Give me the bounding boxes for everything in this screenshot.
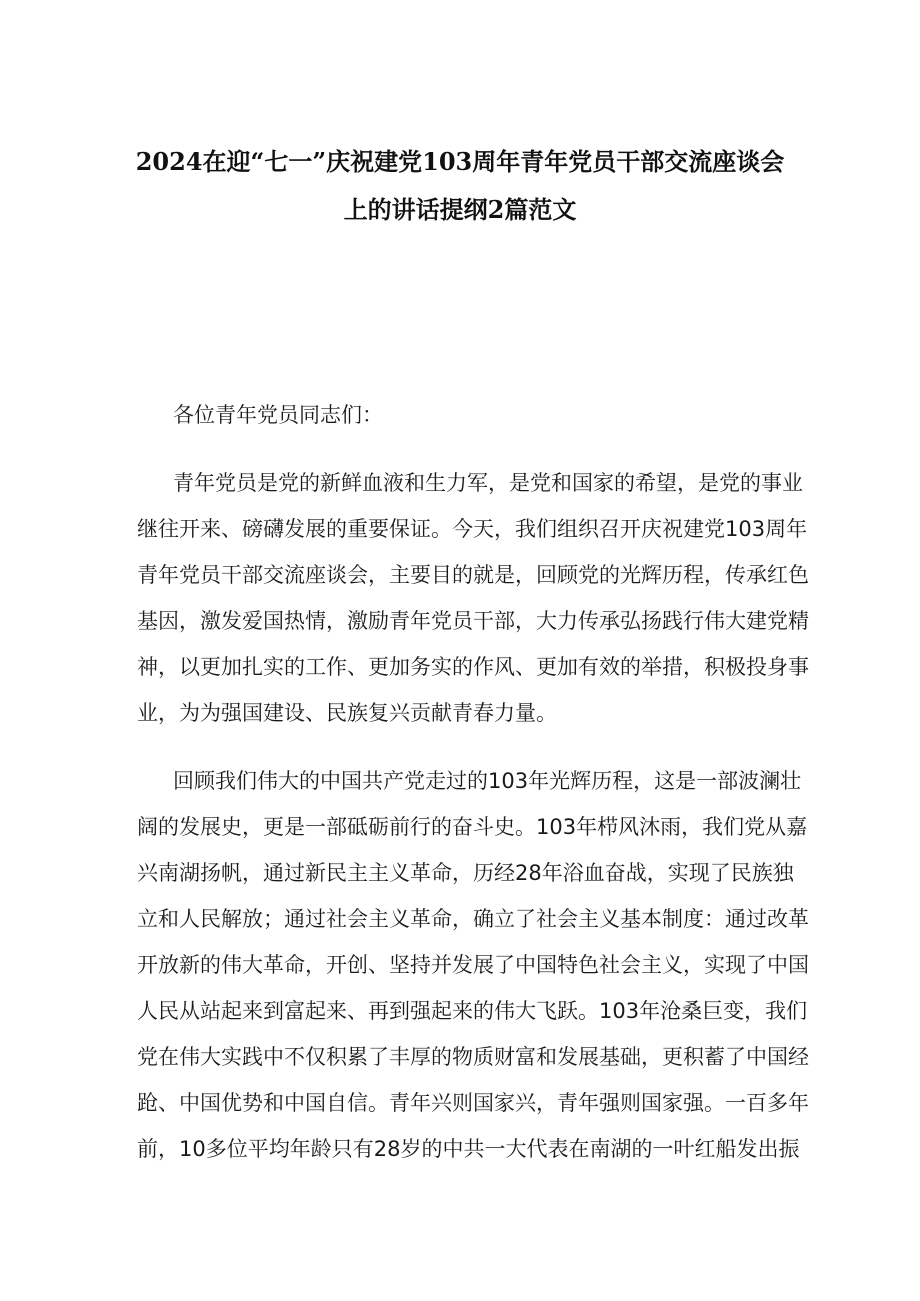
paragraph-line: 人民从站起来到富起来、再到强起来的伟大飞跃。103年沧桑巨变，我们 <box>137 999 808 1023</box>
paragraph-line: 回顾我们伟大的中国共产党走过的103年光辉历程，这是一部波澜壮 <box>173 769 802 793</box>
paragraph-line: 开放新的伟大革命，开创、坚持并发展了中国特色社会主义，实现了中国 <box>137 953 809 977</box>
paragraph-line: 继往开来、磅礴发展的重要保证。今天，我们组织召开庆祝建党103周年 <box>137 517 808 541</box>
title-line: 2024在迎“七一”庆祝建党103周年青年党员干部交流座谈会 <box>135 147 785 176</box>
paragraph-line: 立和人民解放；通过社会主义革命，确立了社会主义基本制度：通过改革 <box>137 907 809 931</box>
paragraph-line: 兴南湖扬帆，通过新民主主义革命，历经28年浴血奋战，实现了民族独 <box>137 861 794 885</box>
paragraph-line: 青年党员是党的新鲜血液和生力军，是党和国家的希望，是党的事业 <box>173 471 803 495</box>
paragraph-line: 业，为为强国建设、民族复兴贡献青春力量。 <box>137 701 557 725</box>
paragraph-line: 阔的发展史，更是一部砥砺前行的奋斗史。103年栉风沐雨，我们党从嘉 <box>137 815 808 839</box>
paragraph-1 <box>137 460 809 736</box>
document-body <box>137 392 809 1194</box>
paragraph-line: 基因，激发爱国热情，激励青年党员干部，大力传承弘扬践行伟大建党精 <box>137 609 809 633</box>
document-title <box>100 138 820 234</box>
paragraph-line: 青年党员干部交流座谈会，主要目的就是，回顾党的光辉历程，传承红色 <box>137 563 809 587</box>
salutation: 各位青年党员同志们： <box>173 403 383 427</box>
paragraph-line: 神，以更加扎实的工作、更加务实的作风、更加有效的举措，积极投身事 <box>137 655 809 679</box>
paragraph-line: 跄、中国优势和中国自信。青年兴则国家兴，青年强则国家强。一百多年 <box>137 1091 809 1115</box>
paragraph-line: 前，10多位平均年龄只有28岁的中共一大代表在南湖的一叶红船发出振 <box>137 1137 800 1161</box>
paragraph-2 <box>137 758 809 1172</box>
paragraph-line: 党在伟大实践中不仅积累了丰厚的物质财富和发展基础，更积蓄了中国经 <box>137 1045 809 1069</box>
title-line: 上的讲话提纲2篇范文 <box>343 195 577 224</box>
